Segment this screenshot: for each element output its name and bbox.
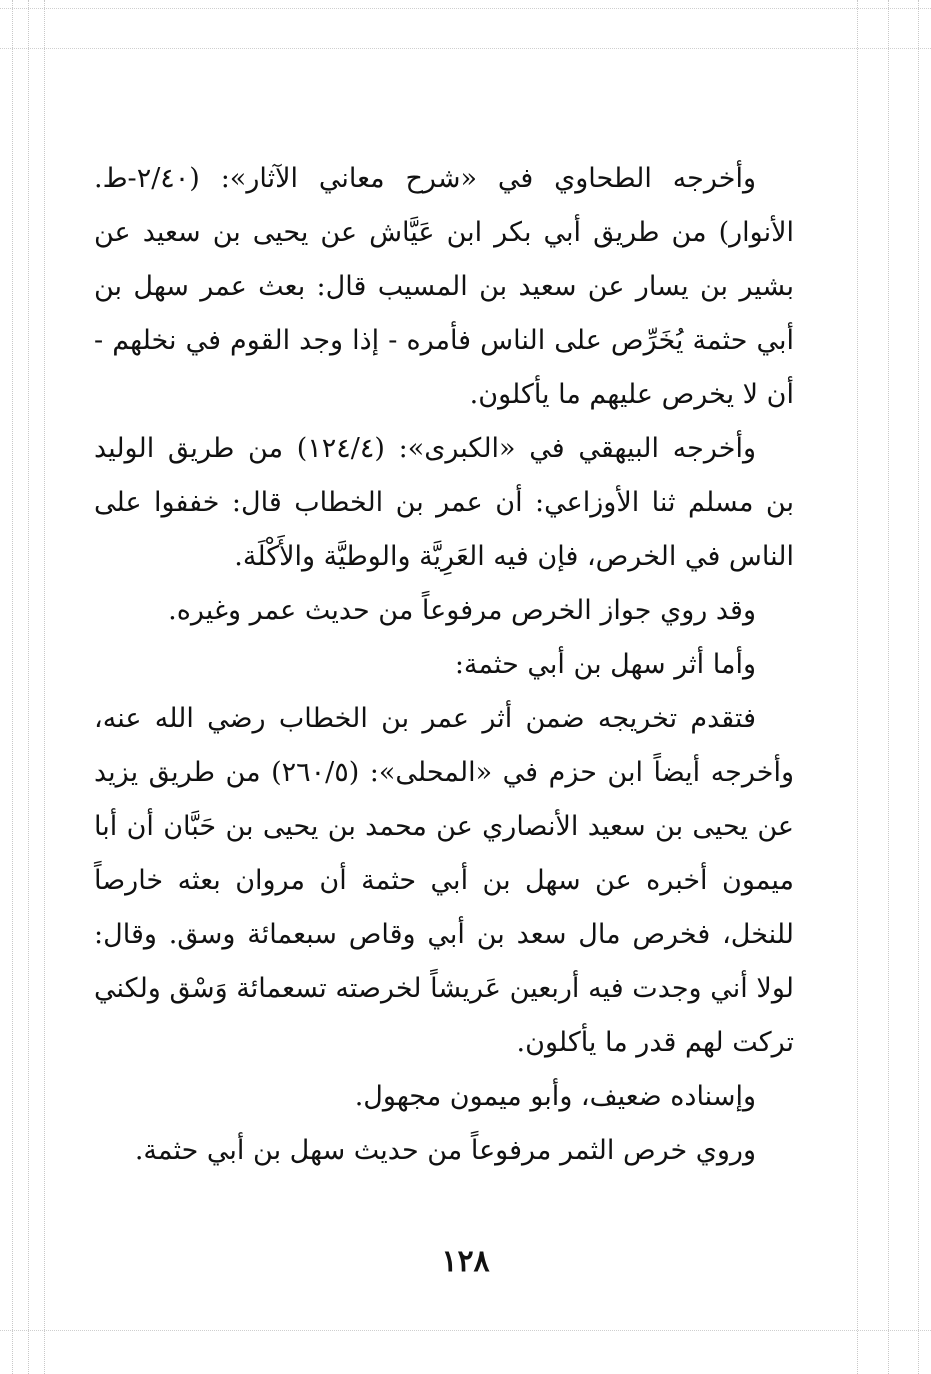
scan-guide-line <box>918 0 919 1374</box>
scan-guide-line <box>28 0 29 1374</box>
scan-guide-line <box>857 0 858 1374</box>
scan-guide-line <box>888 0 889 1374</box>
body-text <box>94 152 794 1178</box>
paragraph-isnad: وإسناده ضعيف، وأبو ميمون مجهول. <box>354 1081 756 1112</box>
scan-guide-line <box>12 0 13 1374</box>
paragraph-athar-sahl: وأما أثر سهل بن أبي حثمة: <box>454 649 756 680</box>
scan-guide-line <box>44 0 45 1374</box>
scan-guide-line <box>0 8 931 9</box>
scan-guide-line <box>0 1330 931 1331</box>
paragraph-takhrij: فتقدم تخريجه ضمن أثر عمر بن الخطاب رضي الله عنه، وأخرجه أيضاً ابن حزم في «المحلى»: (٢٦٠/٥) من طريق يزيد عن يحيى بن سعيد الأنصاري عن محمد بن يحيى بن حَبَّان أن أبا ميمون أخبره عن سهل بن أبي حثمة أن مروان بعثه خارصاً للنخل، فخرص مال سعد بن أبي وقاص سبعمائة وسق. وقال: لولا أني وجدت فيه أربعين عَريشاً لخرصته تسعمائة وَسْق ولكني تركت لهم قدر ما يأكلون. <box>94 703 794 1058</box>
page-number: ١٢٨ <box>441 1244 490 1279</box>
scan-guide-line <box>0 48 931 49</box>
paragraph-tahawi: وأخرجه الطحاوي في «شرح معاني الآثار»: (٢/٤٠-ط. الأنوار) من طريق أبي بكر ابن عَيَّاش عن يحيى بن سعيد عن بشير بن يسار عن سعيد بن المسيب قال: بعث عمر سهل بن أبي حثمة يُخَرِّص على الناس فأمره - إذا وجد القوم في نخلهم - أن لا يخرص عليهم ما يأكلون. <box>94 163 794 410</box>
paragraph-marfu-khars: وقد روي جواز الخرص مرفوعاً من حديث عمر وغيره. <box>168 595 756 626</box>
paragraph-bayhaqi: وأخرجه البيهقي في «الكبرى»: (١٢٤/٤) من طريق الوليد بن مسلم ثنا الأوزاعي: أن عمر بن الخطاب قال: خففوا على الناس في الخرص، فإن فيه العَرِيَّة والوطيَّة والأَكْلَة. <box>94 433 794 572</box>
paragraph-marfu-sahl: وروي خرص الثمر مرفوعاً من حديث سهل بن أبي حثمة. <box>134 1135 756 1166</box>
